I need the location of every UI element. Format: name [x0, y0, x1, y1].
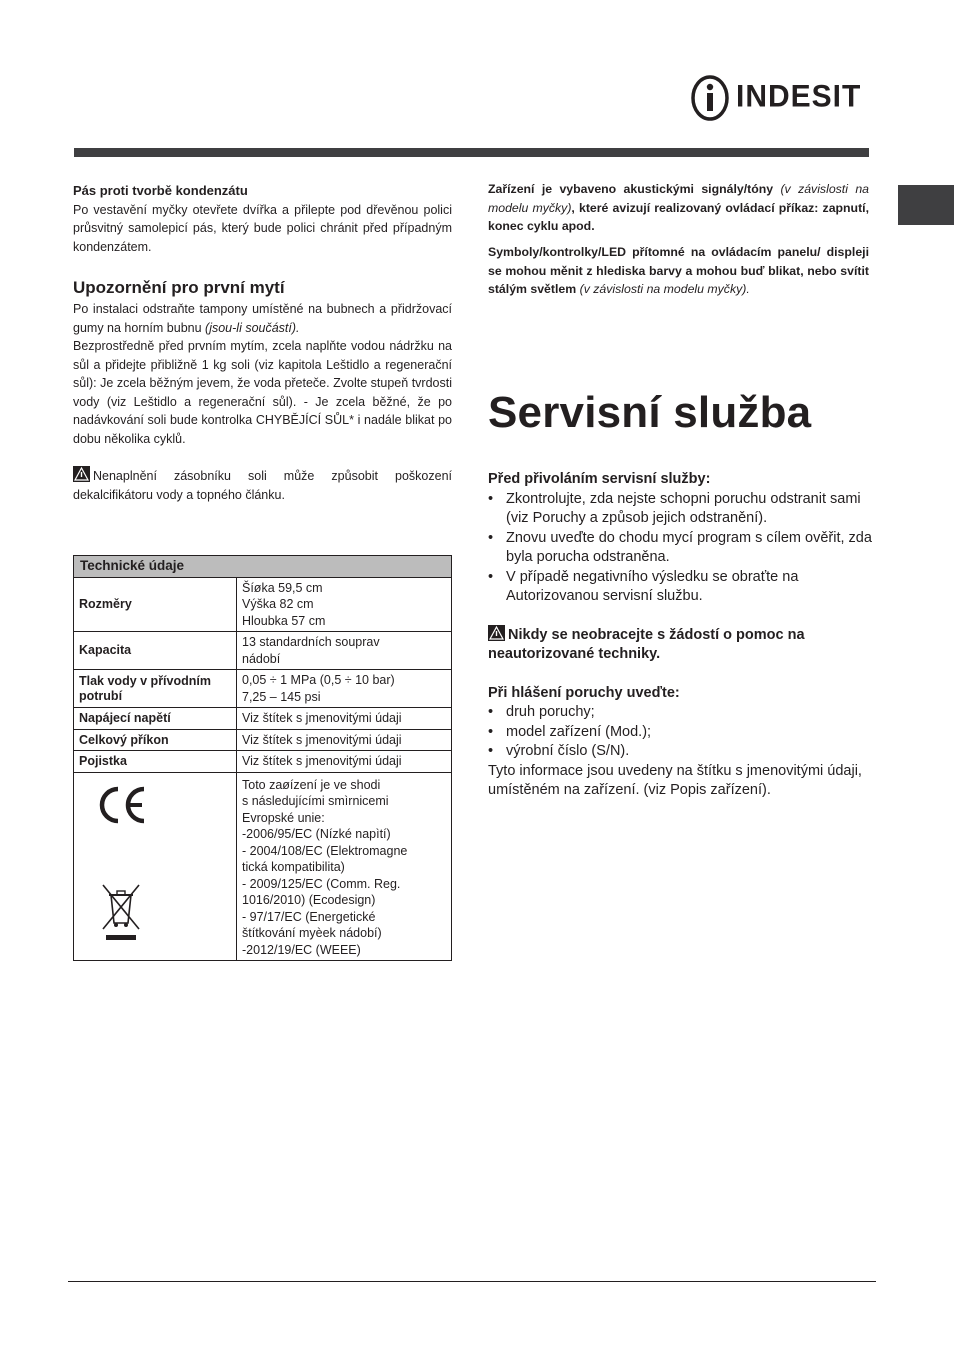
first-wash-paragraph-1: [73, 300, 452, 337]
symbols-note-text: Symboly/kontrolky/LED přítomné na ovládacím panelu/ displeji se mohou měnit z hlediska barvy a mohou buď blikat, nebo svítit stálým světlem: [488, 245, 869, 296]
first-wash-p1-note: (jsou-li součástí).: [205, 320, 300, 335]
salt-warning-text: Nenaplnění zásobníku soli může způsobit poškození dekalcifikátoru vody a topného článku.: [73, 469, 452, 502]
salt-warning: [73, 466, 452, 504]
table-row: [74, 729, 452, 751]
compliance-line: - 2009/125/EC (Comm. Reg.: [242, 876, 401, 891]
signals-note-text: Zařízení je vybaveno akustickými signály/tóny: [488, 182, 781, 196]
compliance-text: [237, 772, 452, 961]
row-value: [237, 632, 452, 670]
compliance-line: s následujícími smìrnicemi: [242, 794, 389, 808]
compliance-line: tická kompatibilita): [242, 860, 345, 874]
row-key: Napájecí napětí: [74, 708, 237, 730]
brand-wordmark: INDESIT: [736, 79, 862, 114]
page-title: Servisní služba: [488, 388, 812, 437]
row-value: [237, 670, 452, 708]
row-value: Viz štítek s jmenovitými údaji: [237, 751, 452, 773]
row-value: [237, 577, 452, 632]
first-wash-paragraph-2: Bezprostředně před prvním mytím, zcela naplňte vodou nádržku na sůl a přidejte přibližně 1 kg soli (viz kapitola Leštidlo a regenerační sůl): Je zcela běžným jevem, že voda přeteče. Zvolte stupeň tvrdosti vody (viz Leštidlo a regenerační sůl). - Je zcela běžné, že po nadávkování soli bude kontrolka CHYBĚJÍCÍ SŮL* i nadále blikat po dobu několika cyklů.: [73, 339, 452, 446]
compliance-line: - 2004/108/EC (Elektromagne: [242, 843, 408, 858]
row-value-line: Výška 82 cm: [242, 597, 314, 611]
row-value-line: 0,05 ÷ 1 MPa (0,5 ÷ 10 bar): [242, 673, 395, 687]
list-item: • V případě negativního výsledku se obraťte na Autorizovanou servisní službu.: [488, 568, 873, 607]
list-item: • výrobní číslo (S/N).: [488, 742, 873, 762]
signals-note-text-end: , které avizují realizovaný ovládací příkaz: zapnutí, konec cyklu apod.: [488, 200, 869, 233]
row-key: Celkový příkon: [74, 729, 237, 751]
compliance-line: štítkování myèek nádobí): [242, 926, 382, 940]
table-row: [74, 632, 452, 670]
compliance-line: Evropské unie:: [242, 810, 325, 825]
compliance-marks: [74, 772, 237, 961]
compliance-line: Toto zaøízení je ve shodi: [242, 777, 381, 792]
symbols-note: [488, 243, 869, 299]
row-value-line: 7,25 – 145 psi: [242, 689, 321, 704]
first-wash-section: [73, 277, 452, 504]
compliance-line: 1016/2010) (Ecodesign): [242, 893, 376, 907]
list-item: • Zkontrolujte, zda nejste schopni poruchu odstranit sami (viz Poruchy a způsob jejich odstranění).: [488, 490, 873, 529]
list-item: • model zařízení (Mod.);: [488, 723, 873, 743]
service-section: [488, 470, 873, 801]
symbols-note-model: (v závislosti na modelu myčky).: [579, 282, 750, 296]
list-item: • druh poruchy;: [488, 703, 873, 723]
technical-data-table: [73, 555, 452, 961]
table-header: Technické údaje: [74, 556, 452, 578]
row-key: Kapacita: [74, 632, 237, 670]
warning-icon: [73, 466, 90, 482]
signals-note: [488, 180, 869, 236]
row-key: Pojistka: [74, 751, 237, 773]
table-row: [74, 708, 452, 730]
compliance-line: - 97/17/EC (Energetické: [242, 909, 376, 924]
table-row: [74, 772, 452, 961]
weee-crossed-bin-icon: [100, 883, 142, 941]
report-list: [488, 703, 873, 762]
compliance-line: -2006/95/EC (Nízké napìtí): [242, 827, 391, 841]
indesit-emblem-icon: [690, 74, 730, 122]
service-warning: [488, 625, 873, 665]
report-heading: Při hlášení poruchy uveďte:: [488, 684, 680, 701]
row-value: Viz štítek s jmenovitými údaji: [237, 708, 452, 730]
row-value-line: nádobí: [242, 651, 281, 666]
table-row: [74, 577, 452, 632]
first-wash-heading: Upozornění pro první mytí: [73, 278, 285, 297]
header-bar: [74, 148, 869, 157]
row-key: Rozměry: [74, 577, 237, 632]
condensation-text: Po vestavění myčky otevřete dvířka a přilepte pod dřevěnou polici průsvitný samolepicí pás, který bude polici chránit před případným kondenzátem.: [73, 202, 452, 254]
service-warning-text: Nikdy se neobracejte s žádostí o pomoc na neautorizované techniky.: [488, 626, 805, 662]
ce-mark-icon: [96, 785, 148, 825]
row-value-line: Hloubka 57 cm: [242, 613, 326, 628]
row-value-line: 13 standardních souprav: [242, 635, 380, 649]
footer-rule: [68, 1281, 876, 1282]
language-tab: [898, 185, 954, 225]
table-row: [74, 670, 452, 708]
warning-icon: [488, 625, 505, 641]
condensation-heading: Pás proti tvorbě kondenzátu: [73, 183, 248, 198]
first-wash-p1-text: Po instalaci odstraňte tampony umístěné na bubnech a přidržovací gumy na horním bubnu: [73, 302, 452, 335]
before-call-heading: Před přivoláním servisní služby:: [488, 471, 711, 487]
closing-text: Tyto informace jsou uvedeny na štítku s jmenovitými údaji, umístěném na zařízení. (viz Popis zařízení).: [488, 762, 862, 798]
condensation-section: [73, 182, 452, 256]
list-item: • Znovu uveďte do chodu mycí program s cílem ověřit, zda byla porucha odstraněna.: [488, 529, 873, 568]
row-value-line: Šíøka 59,5 cm: [242, 580, 323, 595]
row-value: Viz štítek s jmenovitými údaji: [237, 729, 452, 751]
table-row: [74, 751, 452, 773]
signals-note-model: (v závislosti na modelu myčky): [488, 182, 869, 215]
before-call-list: [488, 490, 873, 607]
compliance-line: -2012/19/EC (WEEE): [242, 942, 361, 957]
row-key: Tlak vody v přívodním potrubí: [74, 670, 237, 708]
brand-logo: [690, 74, 870, 124]
